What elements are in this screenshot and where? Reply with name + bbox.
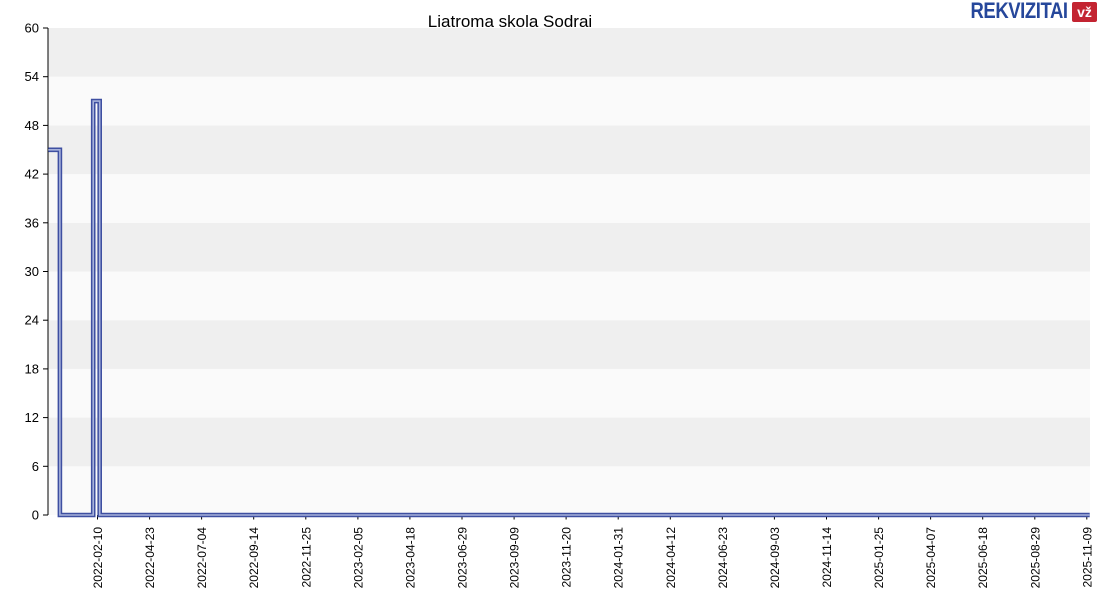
vz-badge-icon: vž bbox=[1072, 2, 1097, 22]
svg-text:2022-02-10: 2022-02-10 bbox=[91, 527, 105, 589]
svg-text:2022-09-14: 2022-09-14 bbox=[247, 527, 262, 589]
svg-text:2023-09-09: 2023-09-09 bbox=[507, 527, 522, 589]
svg-text:2025-04-07: 2025-04-07 bbox=[924, 527, 939, 589]
svg-text:2023-06-29: 2023-06-29 bbox=[455, 527, 470, 589]
chart-title: Liatroma skola Sodrai bbox=[427, 12, 593, 31]
y-axis bbox=[25, 21, 48, 523]
svg-text:36: 36 bbox=[24, 215, 39, 231]
plot-stripes bbox=[48, 28, 1090, 515]
svg-text:2024-11-14: 2024-11-14 bbox=[820, 527, 834, 588]
svg-text:2022-04-23: 2022-04-23 bbox=[143, 527, 158, 589]
svg-text:2025-06-18: 2025-06-18 bbox=[976, 526, 991, 589]
svg-text:2023-04-18: 2023-04-18 bbox=[403, 527, 418, 589]
svg-text:2024-09-03: 2024-09-03 bbox=[767, 527, 782, 589]
svg-text:2025-08-29: 2025-08-29 bbox=[1028, 527, 1043, 589]
svg-text:24: 24 bbox=[24, 312, 39, 328]
svg-text:2023-02-05: 2023-02-05 bbox=[351, 527, 366, 589]
svg-text:2024-01-31: 2024-01-31 bbox=[611, 527, 626, 589]
svg-text:2024-06-23: 2024-06-23 bbox=[715, 527, 730, 589]
svg-text:18: 18 bbox=[24, 361, 39, 377]
svg-text:60: 60 bbox=[24, 20, 39, 36]
svg-text:2023-11-20: 2023-11-20 bbox=[559, 527, 574, 588]
svg-text:2022-11-25: 2022-11-25 bbox=[299, 527, 314, 588]
svg-text:0: 0 bbox=[31, 507, 39, 523]
x-axis bbox=[91, 515, 1094, 588]
svg-text:6: 6 bbox=[31, 458, 39, 474]
svg-text:2025-01-25: 2025-01-25 bbox=[872, 527, 887, 589]
svg-text:12: 12 bbox=[24, 410, 39, 426]
svg-text:2024-04-12: 2024-04-12 bbox=[663, 527, 678, 589]
rekvizitai-logo-text: REKVIZITAI bbox=[970, 0, 1068, 23]
rekvizitai-logo[interactable] bbox=[952, 0, 1097, 24]
svg-text:2022-07-04: 2022-07-04 bbox=[195, 527, 210, 589]
svg-text:30: 30 bbox=[24, 264, 39, 279]
svg-text:54: 54 bbox=[24, 69, 39, 85]
svg-text:2025-11-09: 2025-11-09 bbox=[1080, 527, 1095, 588]
svg-text:42: 42 bbox=[24, 166, 39, 182]
svg-text:48: 48 bbox=[24, 117, 39, 133]
